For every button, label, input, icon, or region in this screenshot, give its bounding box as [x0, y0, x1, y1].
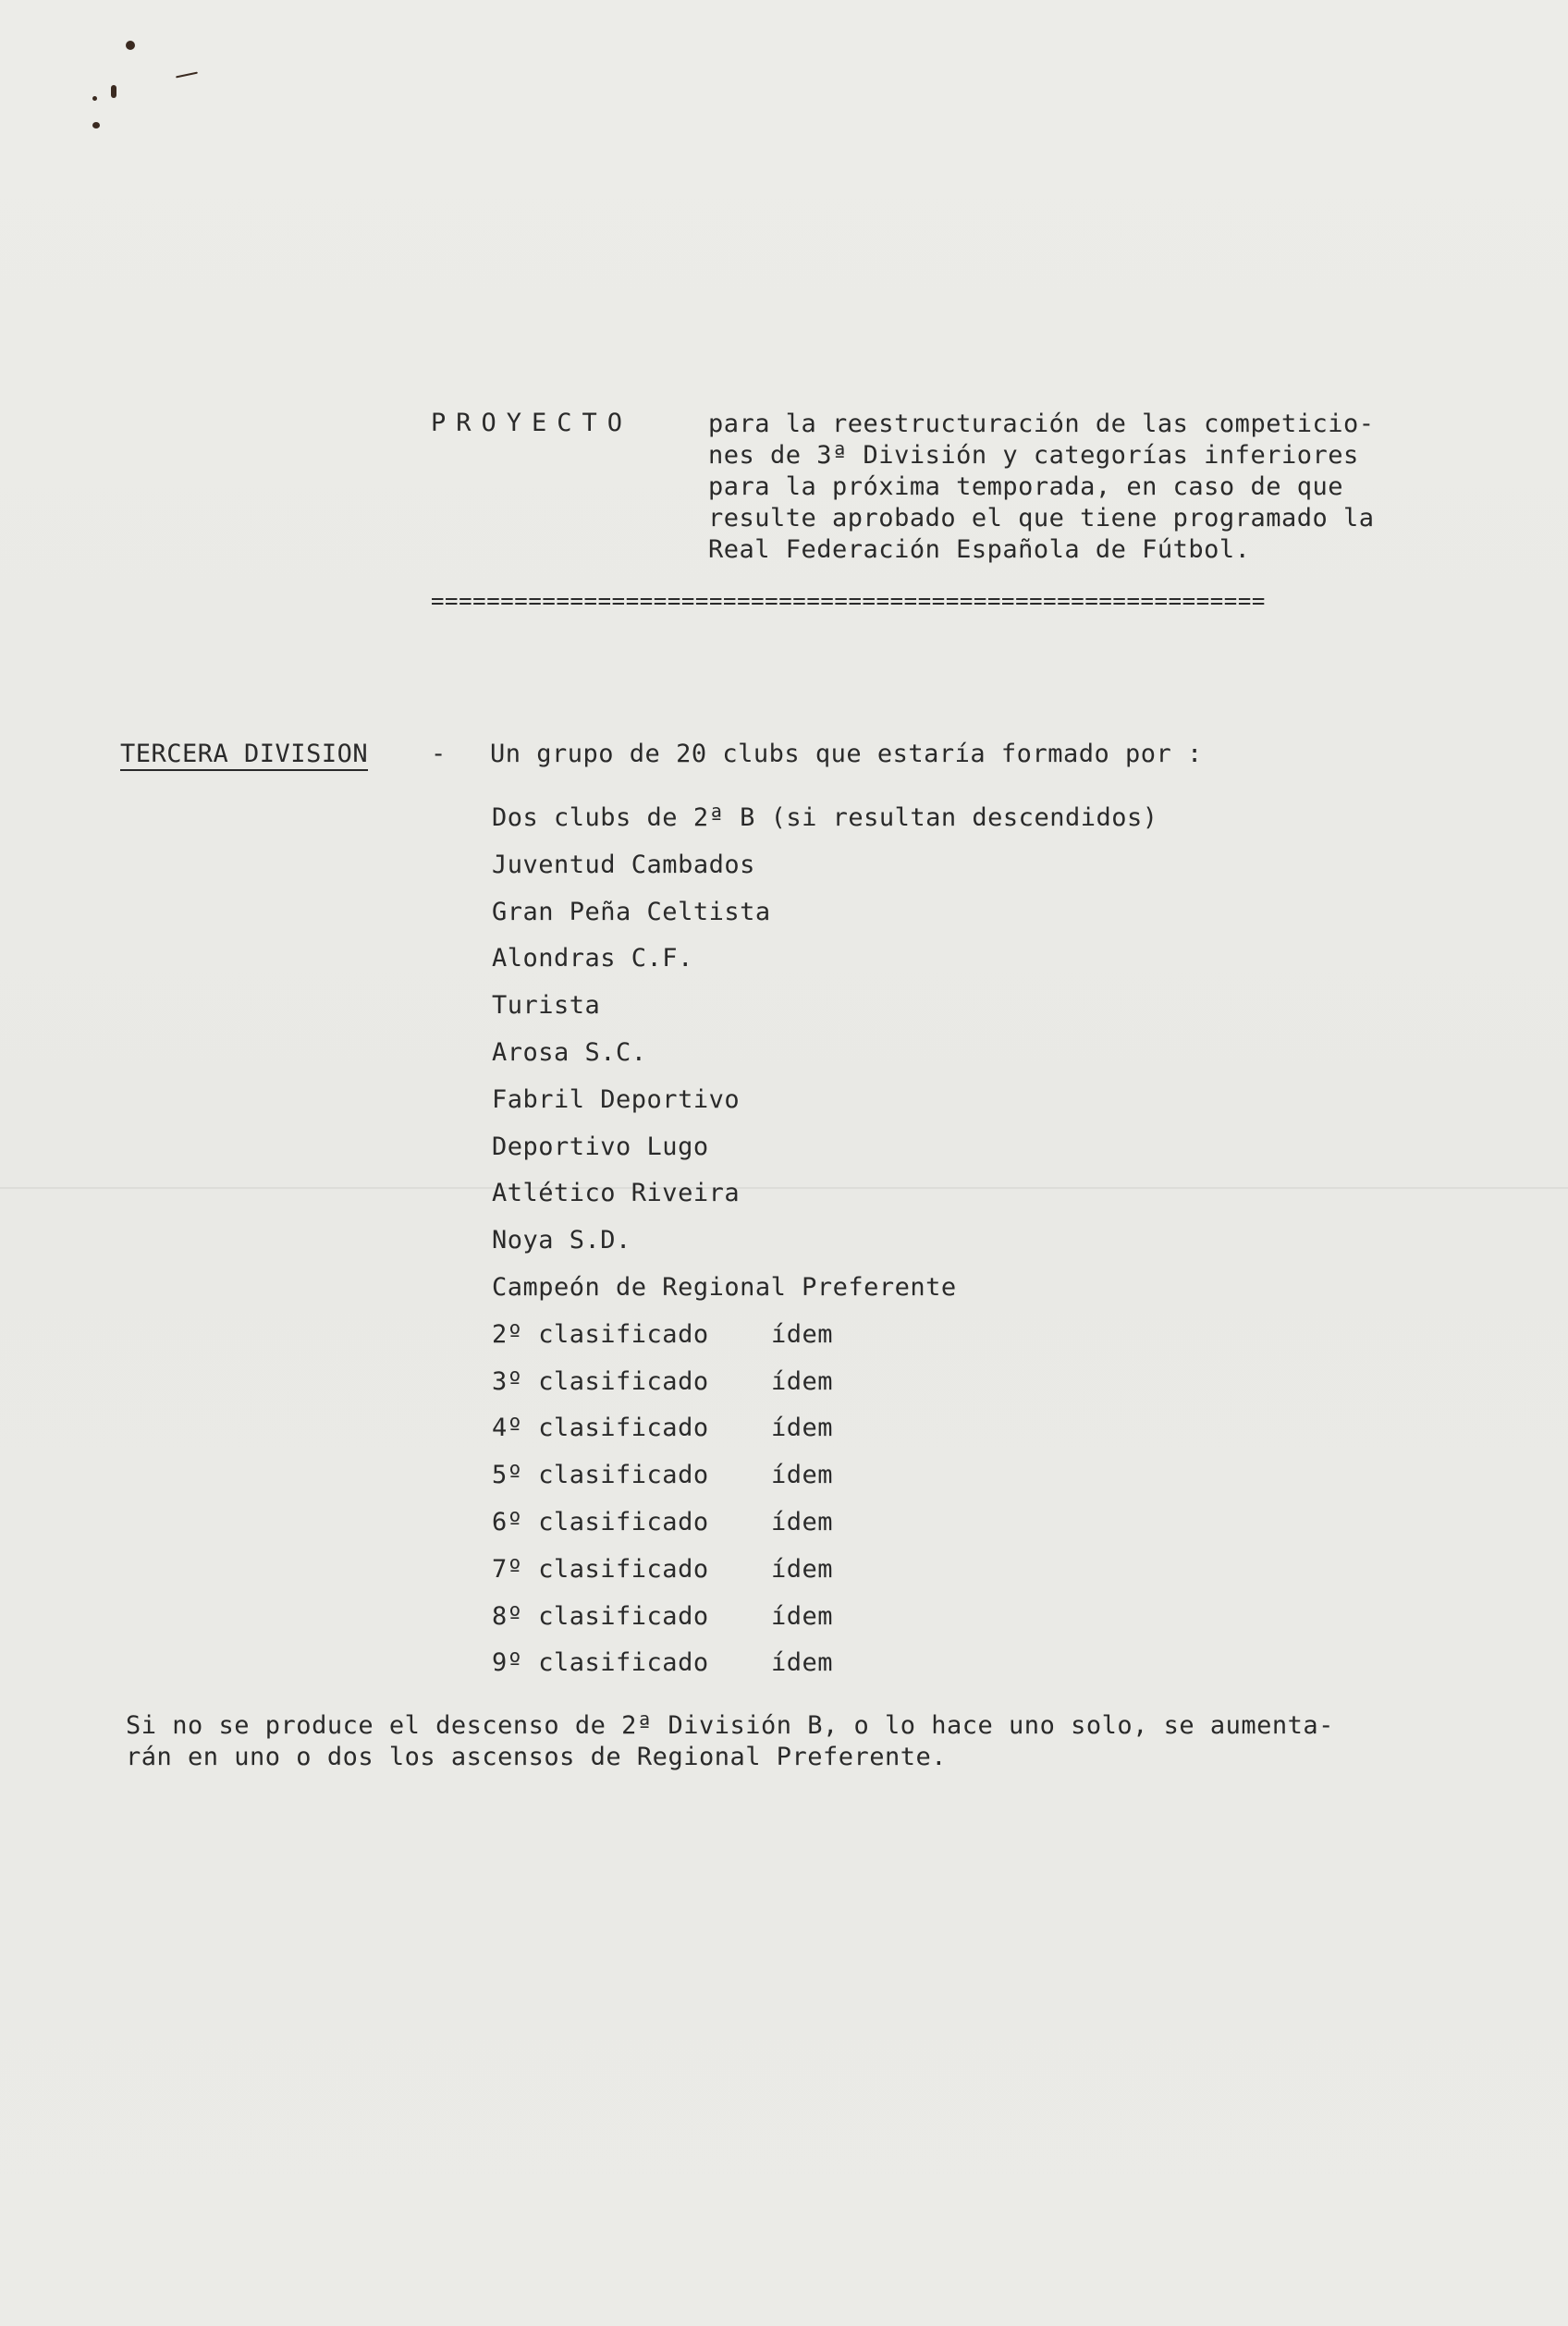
idem-note: ídem — [771, 1601, 834, 1631]
club-list — [492, 802, 1158, 1695]
list-item — [492, 1460, 833, 1507]
intro-paragraph — [708, 409, 1392, 566]
club-name: Alondras C.F. — [492, 944, 693, 973]
ink-speck — [176, 72, 198, 79]
idem-note: ídem — [771, 1648, 834, 1678]
club-name: Noya S.D. — [492, 1226, 631, 1255]
list-item — [492, 1366, 833, 1414]
idem-note: ídem — [771, 1554, 834, 1584]
list-item — [492, 1507, 833, 1554]
club-name: Deportivo Lugo — [492, 1132, 709, 1161]
club-name: 5º clasificado — [492, 1461, 709, 1490]
idem-note: ídem — [771, 1461, 834, 1490]
club-name: Fabril Deportivo — [492, 1084, 741, 1114]
idem-note: ídem — [771, 1414, 834, 1443]
intro-line: nes de 3ª División y categorías inferiores — [708, 441, 1359, 470]
list-item — [492, 990, 833, 1037]
project-label: PROYECTO — [431, 409, 633, 437]
list-item — [492, 1647, 833, 1695]
list-item — [492, 897, 833, 944]
club-name: Arosa S.C. — [492, 1037, 647, 1067]
list-item — [492, 1272, 957, 1319]
list-item — [492, 850, 833, 897]
list-item — [492, 1554, 833, 1601]
ink-speck — [92, 122, 100, 129]
club-name: Dos clubs de 2ª B (si resultan descendidos) — [492, 803, 1158, 832]
list-item — [492, 1319, 833, 1366]
club-name: 7º clasificado — [492, 1554, 709, 1584]
footnote-line: rán en uno o dos los ascensos de Regional Preferente. — [126, 1743, 948, 1771]
list-item — [492, 1413, 833, 1460]
list-item — [492, 1601, 833, 1648]
list-item — [492, 1037, 833, 1084]
club-name: 2º clasificado — [492, 1319, 709, 1349]
club-name: Atlético Riveira — [492, 1179, 741, 1208]
club-name: Campeón de Regional Preferente — [492, 1272, 957, 1302]
list-item — [492, 943, 833, 990]
separator-rule: ============================================================ — [431, 588, 1266, 614]
section-lead: Un grupo de 20 clubs que estaría formado por : — [490, 740, 1203, 768]
list-item — [492, 1225, 833, 1272]
list-item — [492, 1178, 833, 1225]
idem-note: ídem — [771, 1319, 834, 1349]
club-name: 6º clasificado — [492, 1507, 709, 1536]
section-dash: - — [431, 740, 447, 768]
intro-line: Real Federación Española de Fútbol. — [708, 535, 1251, 564]
section-title: TERCERA DIVISION — [120, 740, 368, 771]
club-name: Gran Peña Celtista — [492, 897, 771, 926]
club-name: 3º clasificado — [492, 1366, 709, 1396]
idem-note: ídem — [771, 1507, 834, 1536]
intro-line: resulte aprobado el que tiene programado la — [708, 504, 1375, 533]
club-name: Juventud Cambados — [492, 850, 755, 879]
list-item — [492, 1132, 833, 1179]
club-name: 8º clasificado — [492, 1601, 709, 1631]
footnote-paragraph — [126, 1710, 1420, 1773]
idem-note: ídem — [771, 1366, 834, 1396]
intro-line: para la reestructuración de las competicio- — [708, 410, 1375, 438]
ink-speck — [92, 96, 97, 101]
ink-speck — [126, 41, 135, 50]
list-item — [492, 802, 1158, 850]
footnote-line: Si no se produce el descenso de 2ª División B, o lo hace uno solo, se aumenta- — [126, 1711, 1334, 1740]
club-name: 9º clasificado — [492, 1648, 709, 1678]
intro-line: para la próxima temporada, en caso de que — [708, 472, 1343, 501]
ink-speck — [111, 85, 116, 98]
club-name: 4º clasificado — [492, 1414, 709, 1443]
club-name: Turista — [492, 991, 601, 1021]
list-item — [492, 1084, 833, 1132]
